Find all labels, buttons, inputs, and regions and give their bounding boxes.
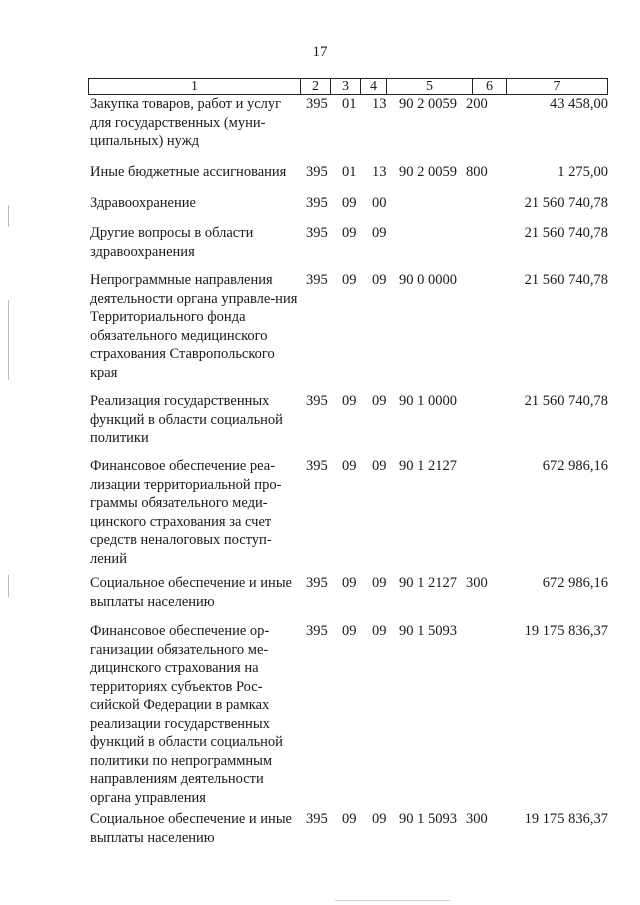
row-target-article: 90 1 2127 (399, 575, 457, 591)
header-col-1: 1 (88, 78, 300, 95)
row-name: Финансовое обеспечение реа-лизации территориальной про-граммы обязательного меди-цинского страхования за счет средств неналоговых поступ-лений (90, 458, 282, 567)
row-target-article: 90 1 2127 (399, 458, 457, 474)
row-name: Реализация государственных функций в области социальной политики (90, 393, 283, 446)
row-subsection: 09 (372, 811, 387, 827)
row-admin-code: 395 (306, 164, 328, 180)
row-admin-code: 395 (306, 272, 328, 288)
row-admin-code: 395 (306, 811, 328, 827)
row-admin-code: 395 (306, 195, 328, 211)
row-section: 09 (342, 195, 357, 211)
row-amount: 1 275,00 (557, 164, 608, 180)
row-section: 09 (342, 272, 357, 288)
header-col-4: 4 (360, 78, 386, 95)
row-name: Здравоохранение (90, 195, 196, 211)
row-expense-type: 300 (466, 811, 488, 827)
scan-margin-mark (8, 575, 9, 597)
row-amount: 21 560 740,78 (524, 393, 608, 409)
row-section: 09 (342, 623, 357, 639)
row-target-article: 90 1 0000 (399, 393, 457, 409)
row-admin-code: 395 (306, 225, 328, 241)
scan-margin-mark (8, 300, 9, 380)
row-expense-type: 300 (466, 575, 488, 591)
row-section: 01 (342, 96, 357, 112)
row-admin-code: 395 (306, 393, 328, 409)
row-section: 09 (342, 575, 357, 591)
row-name: Иные бюджетные ассигнования (90, 164, 287, 180)
row-expense-type: 800 (466, 164, 488, 180)
row-expense-type: 200 (466, 96, 488, 112)
row-amount: 19 175 836,37 (524, 623, 608, 639)
page-number: 17 (312, 44, 328, 60)
row-target-article: 90 1 5093 (399, 811, 457, 827)
row-admin-code: 395 (306, 575, 328, 591)
header-col-5: 5 (386, 78, 472, 95)
row-amount: 672 986,16 (542, 575, 608, 591)
row-subsection: 09 (372, 393, 387, 409)
row-admin-code: 395 (306, 623, 328, 639)
row-subsection: 13 (372, 164, 387, 180)
row-subsection: 09 (372, 623, 387, 639)
row-subsection: 09 (372, 272, 387, 288)
row-name: Социальное обеспечение и иные выплаты населению (90, 811, 292, 846)
row-name: Непрограммные направления деятельности органа управле-ния Территориального фонда обязательного медицинского страхования Ставропольского края (90, 272, 298, 381)
row-name: Закупка товаров, работ и услуг для государственных (муни-ципальных) нужд (90, 96, 282, 149)
row-subsection: 13 (372, 96, 387, 112)
row-target-article: 90 2 0059 (399, 96, 457, 112)
row-amount: 19 175 836,37 (524, 811, 608, 827)
row-section: 09 (342, 225, 357, 241)
row-section: 09 (342, 393, 357, 409)
header-col-7: 7 (506, 78, 608, 95)
header-col-6: 6 (472, 78, 506, 95)
row-name: Другие вопросы в области здравоохранения (90, 225, 254, 260)
header-col-3: 3 (330, 78, 360, 95)
row-subsection: 09 (372, 575, 387, 591)
row-amount: 43 458,00 (550, 96, 608, 112)
scan-bottom-mark (335, 900, 450, 901)
row-amount: 672 986,16 (542, 458, 608, 474)
row-section: 01 (342, 164, 357, 180)
row-target-article: 90 2 0059 (399, 164, 457, 180)
scan-margin-mark (8, 205, 9, 227)
header-col-2: 2 (300, 78, 330, 95)
row-amount: 21 560 740,78 (524, 195, 608, 211)
row-name: Социальное обеспечение и иные выплаты населению (90, 575, 292, 610)
row-subsection: 09 (372, 458, 387, 474)
row-target-article: 90 1 5093 (399, 623, 457, 639)
row-name: Финансовое обеспечение ор-ганизации обязательного ме-дицинского страхования на территориях субъектов Рос-сийской Федерации в рамках реализации государственных функций в области социальной политики по непрограммным направлениям деятельности органа управления (90, 623, 283, 806)
row-target-article: 90 0 0000 (399, 272, 457, 288)
row-admin-code: 395 (306, 96, 328, 112)
row-subsection: 00 (372, 195, 387, 211)
row-section: 09 (342, 811, 357, 827)
row-amount: 21 560 740,78 (524, 225, 608, 241)
row-subsection: 09 (372, 225, 387, 241)
table-header (88, 78, 608, 95)
row-section: 09 (342, 458, 357, 474)
row-admin-code: 395 (306, 458, 328, 474)
row-amount: 21 560 740,78 (524, 272, 608, 288)
